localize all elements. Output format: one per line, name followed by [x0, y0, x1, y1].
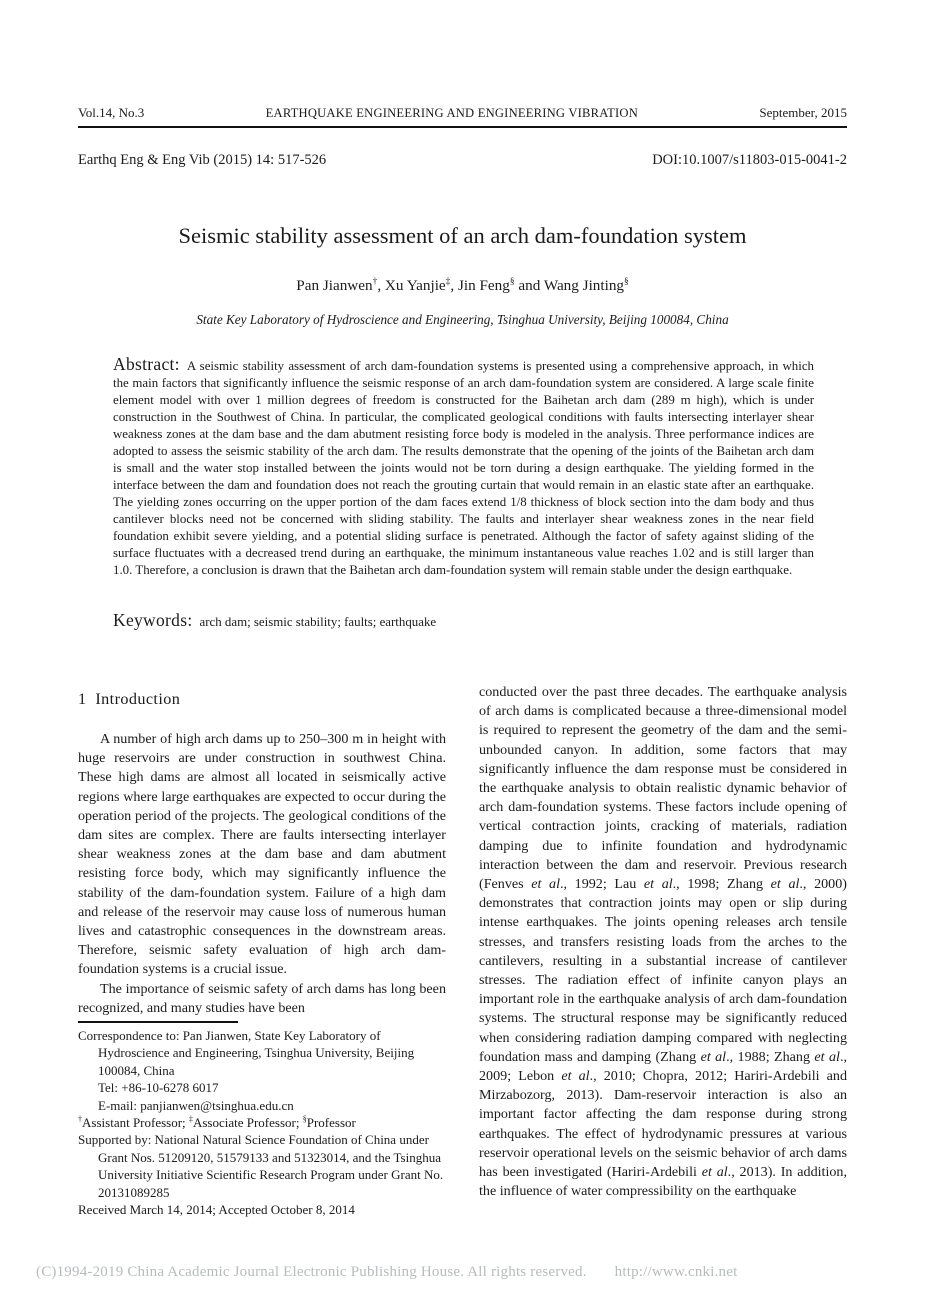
body-columns — [78, 683, 847, 1219]
intro-paragraph-1: A number of high arch dams up to 250–300 m in height with huge reservoirs are under construction in southwest China. These high dams are almost all located in seismically active regions where large earthquakes are expected to occur during the operation period of the projects. The geological conditions of the dam sites are complex. There are faults intersecting interlayer shear weakness zones at the dam base and dam abutment resisting force body, which may significantly influence the stability of the dam-foundation system. Failure of a high dam and release of the reservoir may cause loss of numerous human lives and catastrophic consequences in the downstream areas. Therefore, seismic safety evaluation of high arch dam-foundation systems is a crucial issue. — [78, 731, 446, 978]
footnote-tel: Tel: +86-10-6278 6017 — [98, 1080, 219, 1096]
footnote-support: Supported by: National Natural Science Foundation of China under Grant Nos. 51209120, 51579133 and 51323014, and the Tsinghua University Initiative Scientific Research Program under Grant No. 20131089285 — [78, 1132, 444, 1200]
running-head — [78, 105, 847, 121]
copyright-text: (C)1994-2019 China Academic Journal Electronic Publishing House. All rights reserved. — [36, 1264, 587, 1280]
journal-citation: Earthq Eng & Eng Vib (2015) 14: 517-526 — [78, 152, 327, 168]
right-column — [479, 683, 847, 1219]
doi: DOI:10.1007/s11803-015-0041-2 — [652, 152, 847, 168]
page-title: Seismic stability assessment of an arch dam-foundation system — [178, 223, 747, 248]
intro-paragraph-continued: conducted over the past three decades. The earthquake analysis of arch dams is complicated because a three-dimensional model is required to represent the geometry of the dam and the semi-unbounded canyon. In addition, some factors that may significantly influence the dam response must be considered in the earthquake analysis to obtain realistic dynamic behavior of arch dam-foundation systems. These factors include opening of vertical contraction joints, cracking of materials, radiation damping due to infinite foundation and hydrodynamic interaction between the dam and reservoir. Previous research (Fenves et al., 1992; Lau et al., 1998; Zhang et al., 2000) demonstrates that contraction joints may open or slip during intense earthquakes. The joints opening releases arch tensile stresses, and transfers resisting loads from the arches to the cantilevers, resulting in a substantial increase of cantilever stresses. The radiation effect of infinite canyon plays an important role in the earthquake analysis of arch dam-foundation systems. The structural response may be significantly reduced when considering radiation damping compared with neglecting foundation mass and damping (Zhang et al., 1988; Zhang et al., 2009; Lebon et al., 2010; Chopra, 2012; Hariri-Ardebili and Mirzabozorg, 2013). Dam-reservoir interaction is also an important factor affecting the dam response during strong earthquakes. The effect of hydrodynamic pressures at various reservoir operational levels on the seismic behavior of arch dams has been investigated (Hariri-Ardebili et al., 2013). In addition, the influence of water compressibility on the earthquake — [479, 684, 847, 1200]
abstract-label: Abstract: — [113, 354, 180, 374]
affiliation: State Key Laboratory of Hydroscience and Engineering, Tsinghua University, Beijing 100084, China — [196, 312, 729, 327]
footnote-block — [78, 1027, 446, 1218]
volume-number: Vol.14, No.3 — [78, 105, 145, 120]
citation-row — [78, 152, 847, 169]
footnote-received: Received March 14, 2014; Accepted October 8, 2014 — [78, 1202, 355, 1218]
intro-paragraph-2: The importance of seismic safety of arch dams has long been recognized, and many studies have been — [78, 980, 446, 1016]
footnote-correspondence: Correspondence to: Pan Jianwen, State Key Laboratory of Hydroscience and Engineering, Tsinghua University, Beijing 100084, China — [78, 1028, 415, 1078]
abstract-text: A seismic stability assessment of arch dam-foundation systems is presented using a comprehensive approach, in which the main factors that significantly influence the seismic response of an arch dam-foundation system are considered. A large scale finite element model with over 1 million degrees of freedom is constructed for the Baihetan arch dam (289 m high), which is under construction in the Southwest of China. In particular, the complicated geological conditions with faults intersecting interlayer shear weakness zones at the dam base and the dam abutment resisting force body is modeled in the analysis. Three performance indices are adopted to assess the seismic stability of the arch dam. The results demonstrate that the opening of the joints of the Baihetan arch dam is small and the water stop installed between the joints would not be torn during a design earthquake. The yielding formed in the interface between the dam and foundation does not reach the grouting curtain that would remain in an elastic state after an earthquake. The yielding zones occurring on the upper portion of the dam faces extend 1/8 thickness of block section into the dam body and thus cantilever blocks need not be concerned with sliding stability. The faults and interlayer shear weakness zones in the near field foundation exhibit severe yielding, and a potential sliding surface is penetrated. Although the factor of safety against sliding of the surface fluctuates with a decreased trend during an earthquake, the minimum instantaneous value reaches 1.02 and is still larger than 1.0. Therefore, a conclusion is drawn that the Baihetan arch dam-foundation system will remain stable under the design earthquake. — [113, 359, 814, 577]
cnki-url: http://www.cnki.net — [614, 1264, 738, 1280]
copyright-footer — [36, 1264, 737, 1281]
issue-date: September, 2015 — [759, 105, 847, 120]
journal-name: EARTHQUAKE ENGINEERING AND ENGINEERING VIBRATION — [265, 106, 639, 120]
header-rule — [78, 126, 847, 128]
footnote-rule — [78, 1021, 238, 1023]
left-column — [78, 683, 446, 1219]
keywords-paragraph — [113, 610, 814, 631]
keywords-label: Keywords: — [113, 610, 193, 630]
author-line: Pan Jianwen†, Xu Yanjie‡, Jin Feng§ and Wang Jinting§ — [296, 276, 629, 294]
abstract-paragraph — [113, 356, 814, 579]
keywords-text: arch dam; seismic stability; faults; earthquake — [199, 615, 437, 629]
footnote-email: E-mail: panjianwen@tsinghua.edu.cn — [98, 1097, 294, 1113]
footnote-author-roles: †Assistant Professor; ‡Associate Professor; §Professor — [78, 1114, 356, 1131]
section-heading-introduction: 1 Introduction — [78, 690, 181, 708]
